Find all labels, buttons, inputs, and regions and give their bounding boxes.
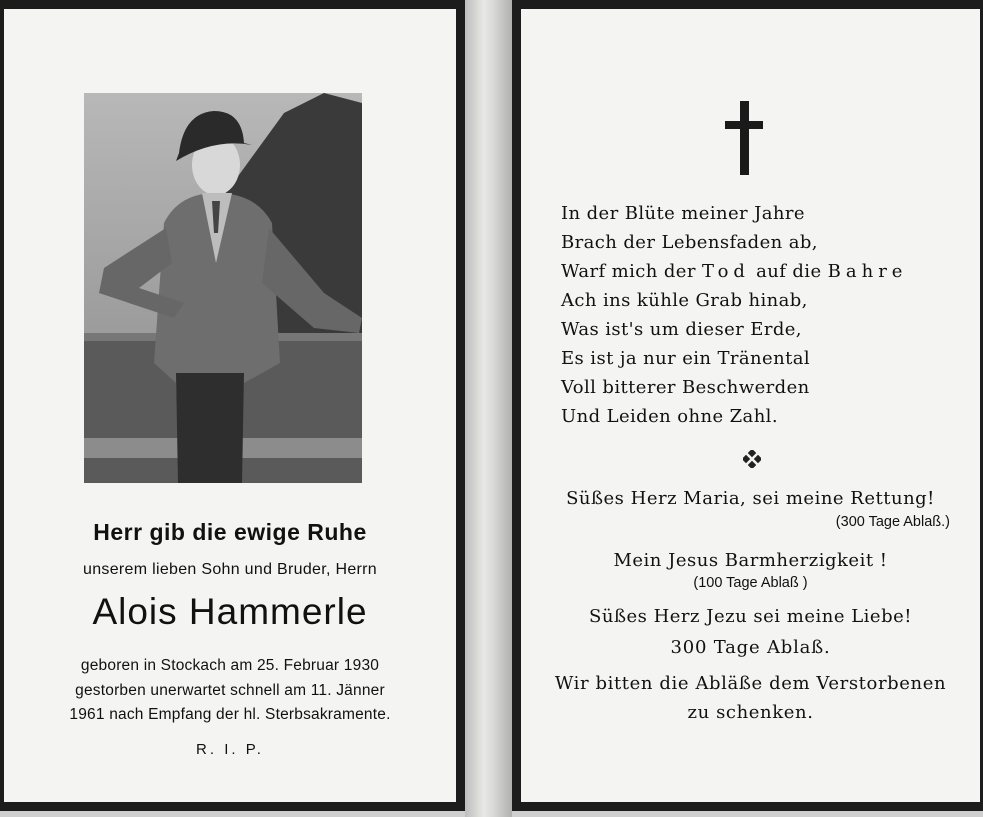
poem-line: Ach ins kühle Grab hinab, <box>561 290 808 311</box>
indulgence-note: 300 Tage Ablaß. <box>670 637 831 658</box>
right-card-panel <box>512 0 983 811</box>
ornament-icon <box>743 450 761 468</box>
deceased-name: Alois Hammerle <box>92 591 368 632</box>
prayer-text: Süßes Herz Jezu sei meine Liebe! <box>589 606 912 627</box>
poem-line <box>561 261 907 282</box>
poem-fragment: Tod <box>701 261 750 282</box>
birth-line: geboren in Stockach am 25. Februar 1930 <box>80 657 380 674</box>
death-line-2: 1961 nach Empfang der hl. Sterbsakramente. <box>69 706 391 723</box>
poem-line: Brach der Lebensfaden ab, <box>561 232 818 253</box>
indulgence-note: (300 Tage Ablaß.) <box>835 514 950 530</box>
closing-request: Wir bitten die Abläße dem Verstorbenen <box>554 673 947 694</box>
portrait-photo <box>84 93 362 483</box>
death-line-1: gestorben unerwartet schnell am 11. Jänner <box>75 682 385 699</box>
card-fold <box>465 0 512 817</box>
prayer-text: Mein Jesus Barmherzigkeit ! <box>613 550 888 571</box>
poem-line: Voll bitterer Beschwerden <box>561 377 810 398</box>
poem-line: Was ist's um dieser Erde, <box>561 319 802 340</box>
closing-request: zu schenken. <box>687 702 814 723</box>
cross-icon <box>725 101 763 175</box>
blessing-heading: Herr gib die ewige Ruhe <box>93 519 367 545</box>
intro-text: unserem lieben Sohn und Bruder, Herrn <box>83 561 377 578</box>
poem-line: Und Leiden ohne Zahl. <box>561 406 778 427</box>
left-card-panel <box>0 0 465 811</box>
poem-line: In der Blüte meiner Jahre <box>561 203 805 224</box>
poem-fragment: auf die <box>749 261 828 282</box>
prayer-text: Süßes Herz Maria, sei meine Rettung! <box>566 488 935 509</box>
poem-fragment: Bahre <box>827 261 908 282</box>
poem-line: Es ist ja nur ein Tränental <box>561 348 811 369</box>
poem-fragment: Warf mich der <box>561 261 702 282</box>
rip-text: R. I. P. <box>196 741 264 758</box>
indulgence-note: (100 Tage Ablaß ) <box>693 575 808 591</box>
